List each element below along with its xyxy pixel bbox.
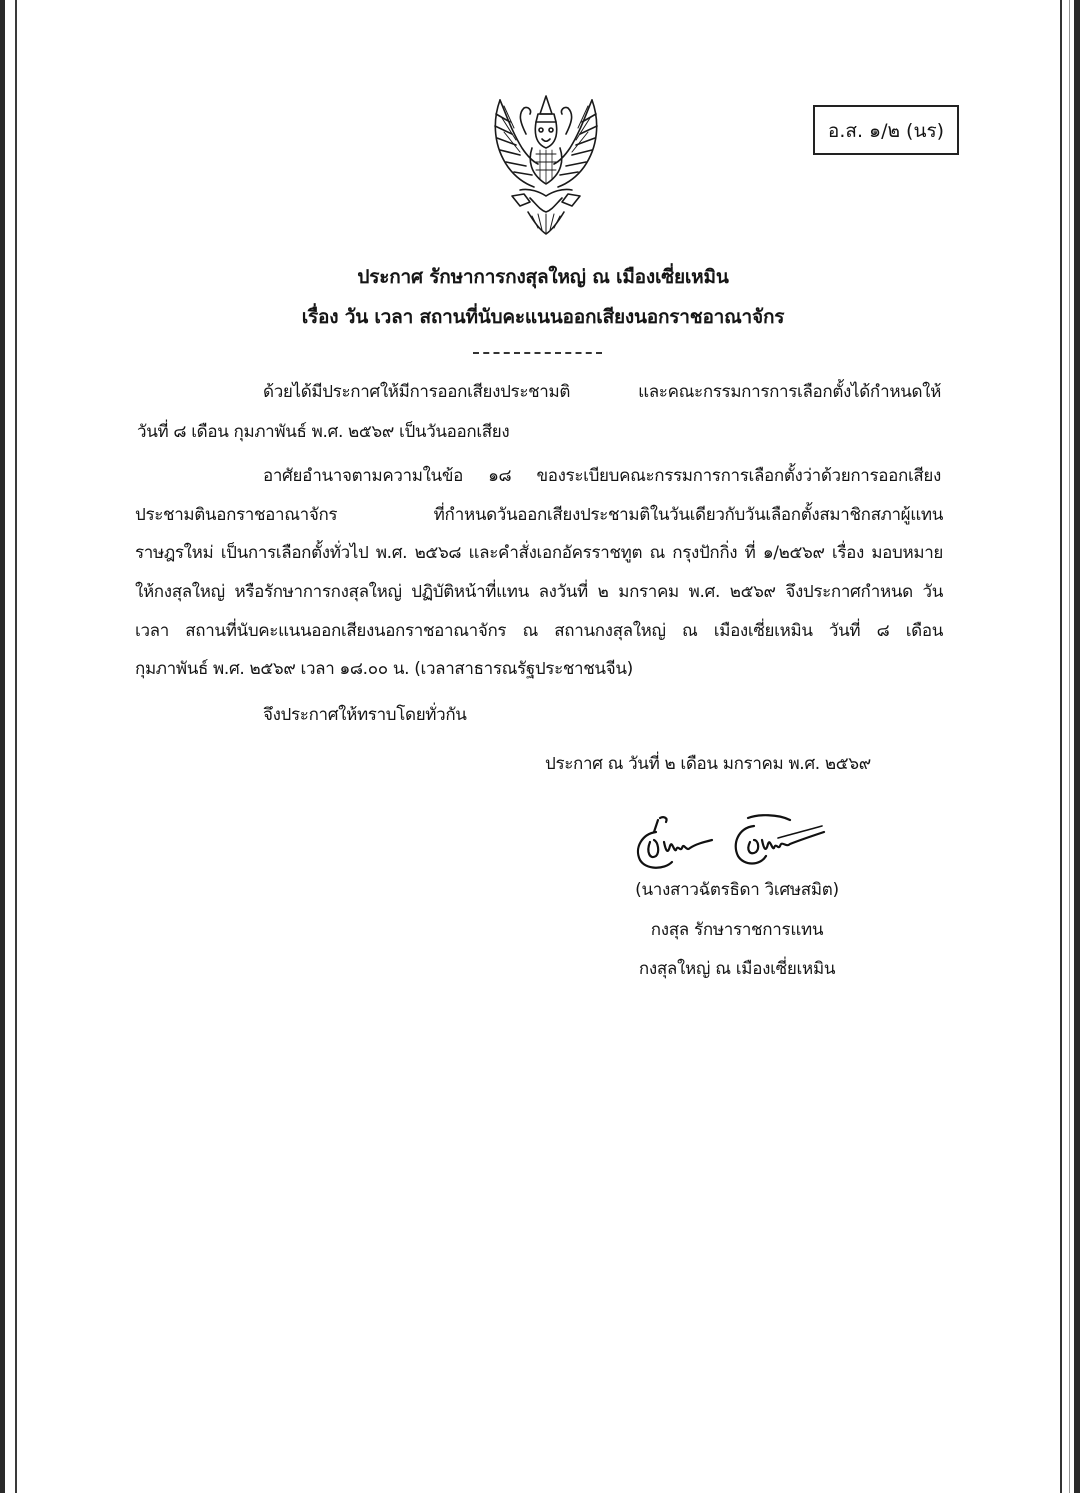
paragraph-2-line-1: อาศัยอำนาจตามความในข้อ ๑๘ ของระเบียบคณะกรรมการการเลือกตั้งว่าด้วยการออกเสียง	[263, 466, 941, 486]
handwritten-signature-icon	[628, 812, 828, 876]
announcement-subject: เรื่อง วัน เวลา สถานที่นับคะแนนออกเสียงนอกราชอาณาจักร	[301, 306, 785, 328]
form-code-box	[813, 105, 959, 155]
form-code-label: อ.ส. ๑/๒ (นร)	[827, 120, 945, 142]
paragraph-1-line-2: วันที่ ๘ เดือน กุมภาพันธ์ พ.ศ. ๒๕๖๙ เป็นวันออกเสียง	[137, 422, 510, 442]
signatory-position: กงสุล รักษาราชการแทน	[650, 920, 824, 940]
paragraph-2-line-4: ให้กงสุลใหญ่ หรือรักษาการกงสุลใหญ่ ปฏิบัติหน้าที่แทน ลงวันที่ ๒ มกราคม พ.ศ. ๒๕๖๙ จึงประกาศกำหนด วัน	[135, 582, 943, 602]
title-separator	[473, 352, 602, 354]
scan-edge-right-outer	[1074, 0, 1080, 1493]
paragraph-2-line-5: เวลา สถานที่นับคะแนนออกเสียงนอกราชอาณาจักร ณ สถานกงสุลใหญ่ ณ เมืองเซี่ยเหมิน วันที่ ๘ เดือน	[135, 621, 943, 641]
paragraph-2-line-3: ราษฎรใหม่ เป็นการเลือกตั้งทั่วไป พ.ศ. ๒๕๖๘ และคำสั่งเอกอัครราชทูต ณ กรุงปักกิ่ง ที่ ๑/๒๕๖๙ เรื่อง มอบหมาย	[135, 543, 943, 563]
paragraph-2-line-2: ประชามตินอกราชอาณาจักร ที่กำหนดวันออกเสียงประชามติในวันเดียวกับวันเลือกตั้งสมาชิกสภาผู้แทน	[135, 505, 943, 525]
scan-edge-left-outer	[0, 0, 5, 1493]
scan-edge-left-inner	[15, 0, 17, 1493]
scan-edge-right-inner	[1060, 0, 1062, 1493]
announcement-title: ประกาศ รักษาการกงสุลใหญ่ ณ เมืองเซี่ยเหมิน	[357, 266, 729, 288]
paragraph-1-line-1: ด้วยได้มีประกาศให้มีการออกเสียงประชามติ และคณะกรรมการการเลือกตั้งได้กำหนดให้	[263, 382, 941, 402]
garuda-emblem-icon	[490, 92, 602, 242]
signatory-office: กงสุลใหญ่ ณ เมืองเซี่ยเหมิน	[638, 959, 836, 979]
scan-edge-right-mid	[1069, 0, 1070, 1493]
paragraph-3-line-1: จึงประกาศให้ทราบโดยทั่วกัน	[263, 705, 467, 725]
paragraph-2-line-6: กุมภาพันธ์ พ.ศ. ๒๕๖๙ เวลา ๑๘.๐๐ น. (เวลาสาธารณรัฐประชาชนจีน)	[135, 659, 633, 679]
announcement-date: ประกาศ ณ วันที่ ๒ เดือน มกราคม พ.ศ. ๒๕๖๙	[545, 754, 871, 774]
signatory-name: (นางสาวฉัตรธิดา วิเศษสมิต)	[635, 880, 839, 900]
